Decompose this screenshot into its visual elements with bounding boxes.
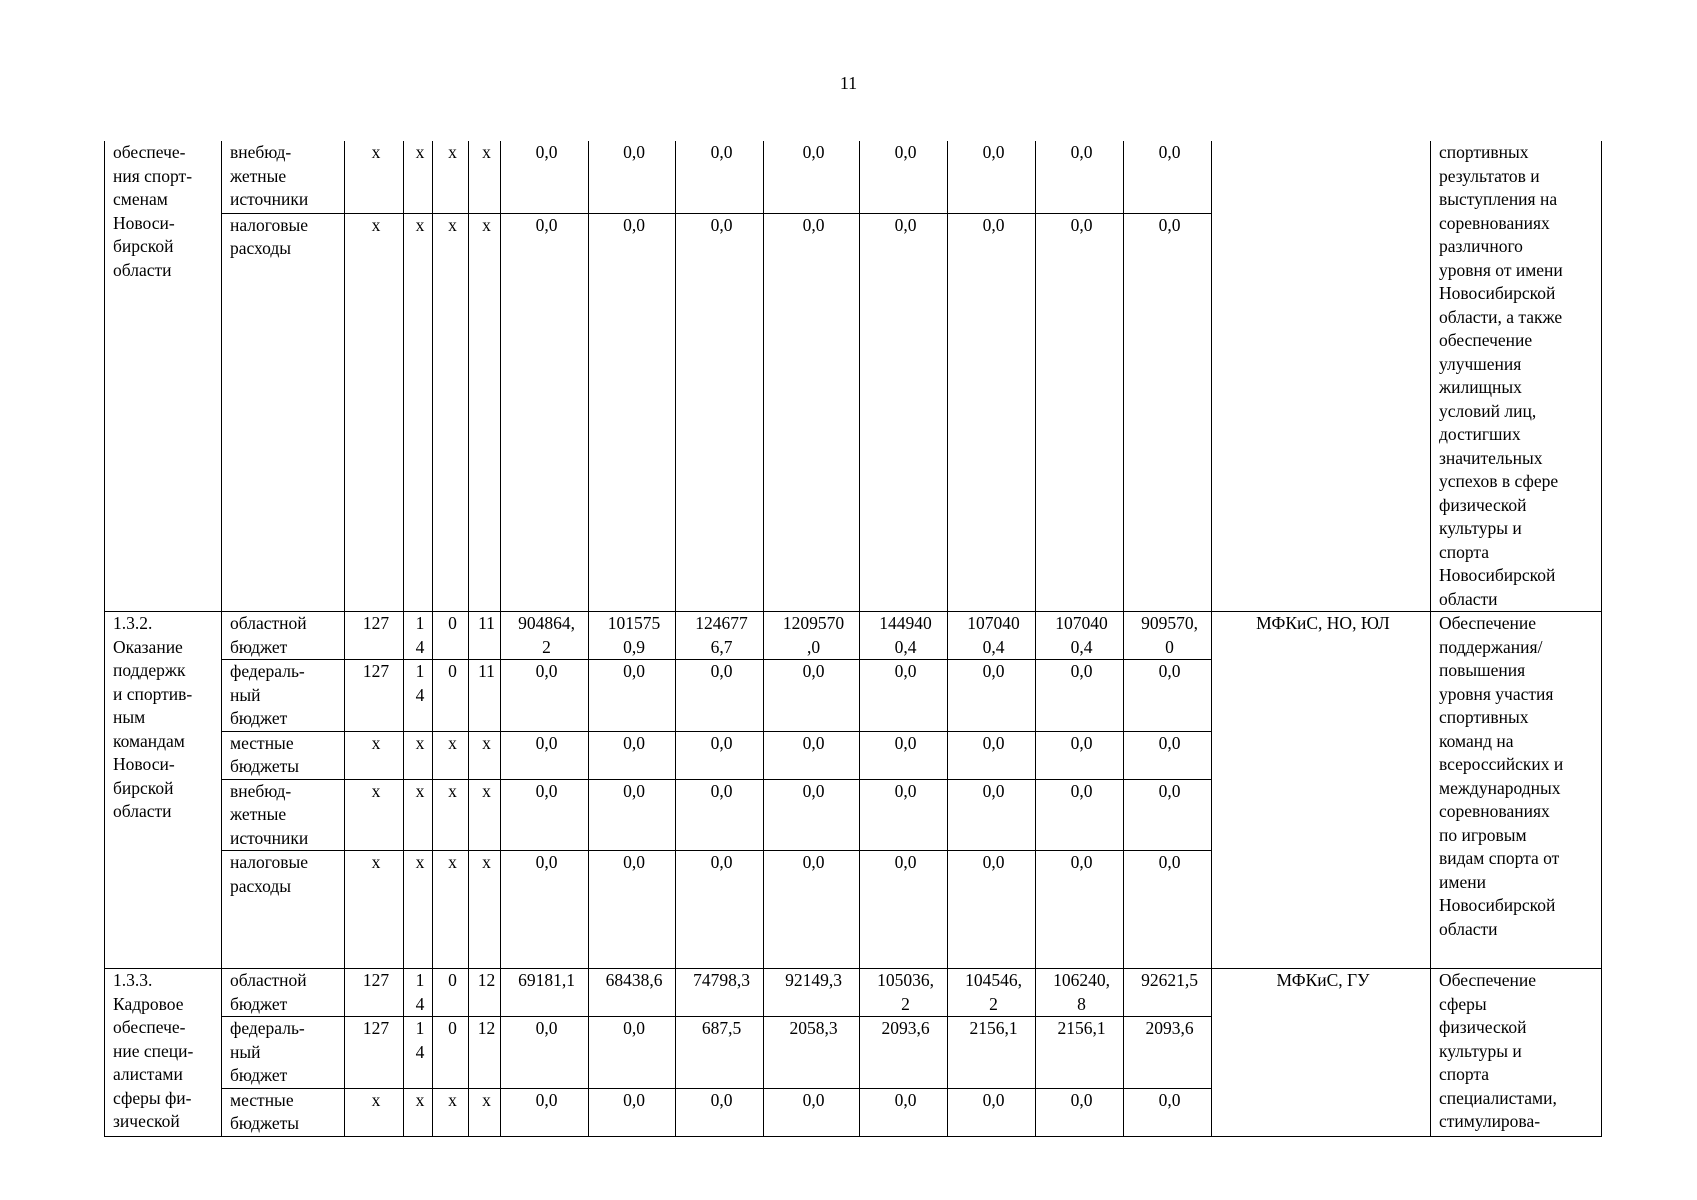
amount-cell: 0,0 [676, 779, 764, 851]
amount-cell: 0,0 [860, 660, 948, 732]
amount-cell: 0,0 [501, 779, 589, 851]
amount-cell: 0,0 [1036, 1088, 1124, 1136]
amount-cell: 0,0 [764, 141, 860, 213]
amount-cell: 0,0 [501, 731, 589, 779]
budget-code-cell: х [404, 1088, 433, 1136]
budget-code-cell: 0 [433, 612, 469, 660]
amount-cell: 0,0 [1036, 731, 1124, 779]
page-number: 11 [839, 73, 858, 93]
budget-code-cell: 14 [404, 969, 433, 1017]
budget-code-cell: х [433, 731, 469, 779]
amount-cell: 0,0 [764, 779, 860, 851]
budget-code-cell: х [345, 731, 404, 779]
budget-code-cell: х [469, 141, 501, 213]
budget-code-cell: х [404, 851, 433, 969]
amount-cell: 0,0 [1036, 141, 1124, 213]
measure-name-cell: обеспече- ния спорт- сменам Новоси- бирской области [105, 141, 222, 612]
amount-cell: 0,0 [676, 851, 764, 969]
budget-code-cell: х [433, 213, 469, 611]
amount-cell: 2093,6 [1124, 1017, 1212, 1089]
amount-cell: 0,0 [589, 1088, 676, 1136]
amount-cell: 101575 0,9 [589, 612, 676, 660]
budget-code-cell: х [469, 779, 501, 851]
amount-cell: 0,0 [589, 660, 676, 732]
amount-cell: 0,0 [764, 213, 860, 611]
amount-cell: 92149,3 [764, 969, 860, 1017]
amount-cell: 687,5 [676, 1017, 764, 1089]
amount-cell: 0,0 [948, 1088, 1036, 1136]
executor-cell: МФКиС, НО, ЮЛ [1212, 612, 1431, 969]
amount-cell: 0,0 [1124, 779, 1212, 851]
executor-cell: МФКиС, ГУ [1212, 969, 1431, 1137]
expected-result-cell: спортивных результатов и выступления на соревнованиях различного уровня от имени Новосибирской области, а также обеспечение улучшения жилищных условий лиц, достигших значительных успехов в сфере физической культуры и спорта Новосибирской области [1431, 141, 1602, 612]
amount-cell: 0,0 [676, 213, 764, 611]
budget-code-cell: х [345, 851, 404, 969]
amount-cell: 0,0 [676, 731, 764, 779]
amount-cell: 0,0 [676, 660, 764, 732]
amount-cell: 0,0 [589, 141, 676, 213]
funding-source-cell: федераль- ный бюджет [222, 1017, 345, 1089]
amount-cell: 0,0 [1036, 660, 1124, 732]
budget-code-cell: х [469, 731, 501, 779]
budget-code-cell: х [469, 213, 501, 611]
budget-code-cell: х [433, 779, 469, 851]
executor-cell [1212, 141, 1431, 612]
amount-cell: 0,0 [589, 779, 676, 851]
funding-source-cell: налоговые расходы [222, 851, 345, 969]
amount-cell: 105036, 2 [860, 969, 948, 1017]
budget-code-cell: х [404, 141, 433, 213]
amount-cell: 0,0 [948, 660, 1036, 732]
budget-code-cell: 0 [433, 660, 469, 732]
amount-cell: 0,0 [860, 213, 948, 611]
amount-cell: 2058,3 [764, 1017, 860, 1089]
amount-cell: 0,0 [948, 731, 1036, 779]
amount-cell: 0,0 [501, 660, 589, 732]
amount-cell: 0,0 [1124, 851, 1212, 969]
measure-name-cell: 1.3.2. Оказание поддержк и спортив- ным командам Новоси- бирской области [105, 612, 222, 969]
amount-cell: 0,0 [948, 141, 1036, 213]
amount-cell: 0,0 [1036, 851, 1124, 969]
table-row [105, 141, 1602, 213]
amount-cell: 124677 6,7 [676, 612, 764, 660]
budget-code-cell: 14 [404, 1017, 433, 1089]
amount-cell: 106240, 8 [1036, 969, 1124, 1017]
budget-code-cell: 0 [433, 969, 469, 1017]
amount-cell: 0,0 [948, 851, 1036, 969]
amount-cell: 74798,3 [676, 969, 764, 1017]
expected-result-cell: Обеспечение поддержания/ повышения уровня участия спортивных команд на всероссийских и международных соревнованиях по игровым видам спорта от имени Новосибирской области [1431, 612, 1602, 969]
funding-source-cell: областной бюджет [222, 969, 345, 1017]
budget-table [104, 141, 1602, 1137]
amount-cell: 0,0 [860, 731, 948, 779]
amount-cell: 68438,6 [589, 969, 676, 1017]
amount-cell: 2156,1 [948, 1017, 1036, 1089]
amount-cell: 0,0 [860, 779, 948, 851]
budget-code-cell: 127 [345, 612, 404, 660]
budget-code-cell: х [345, 213, 404, 611]
amount-cell: 0,0 [860, 141, 948, 213]
budget-code-cell: х [404, 731, 433, 779]
amount-cell: 0,0 [860, 851, 948, 969]
amount-cell: 104546, 2 [948, 969, 1036, 1017]
amount-cell: 0,0 [676, 141, 764, 213]
budget-code-cell: 11 [469, 612, 501, 660]
budget-code-cell: х [433, 141, 469, 213]
amount-cell: 0,0 [501, 213, 589, 611]
amount-cell: 0,0 [589, 1017, 676, 1089]
measure-name-cell: 1.3.3. Кадровое обеспече- ние специ- алистами сферы фи- зической [105, 969, 222, 1137]
amount-cell: 2156,1 [1036, 1017, 1124, 1089]
amount-cell: 144940 0,4 [860, 612, 948, 660]
table-row [105, 969, 1602, 1017]
amount-cell: 0,0 [764, 660, 860, 732]
amount-cell: 92621,5 [1124, 969, 1212, 1017]
amount-cell: 69181,1 [501, 969, 589, 1017]
amount-cell: 0,0 [764, 851, 860, 969]
budget-code-cell: х [433, 1088, 469, 1136]
budget-code-cell: 127 [345, 1017, 404, 1089]
amount-cell: 0,0 [676, 1088, 764, 1136]
amount-cell: 0,0 [1036, 213, 1124, 611]
amount-cell: 0,0 [764, 731, 860, 779]
funding-source-cell: внебюд- жетные источники [222, 141, 345, 213]
budget-code-cell: х [345, 779, 404, 851]
funding-source-cell: федераль- ный бюджет [222, 660, 345, 732]
budget-code-cell: 0 [433, 1017, 469, 1089]
amount-cell: 0,0 [501, 1088, 589, 1136]
budget-code-cell: 14 [404, 612, 433, 660]
amount-cell: 107040 0,4 [948, 612, 1036, 660]
amount-cell: 909570, 0 [1124, 612, 1212, 660]
budget-code-cell: х [469, 851, 501, 969]
funding-source-cell: местные бюджеты [222, 731, 345, 779]
amount-cell: 0,0 [589, 731, 676, 779]
amount-cell: 0,0 [1124, 213, 1212, 611]
budget-code-cell: х [404, 779, 433, 851]
expected-result-cell: Обеспечение сферы физической культуры и спорта специалистами, стимулирова- [1431, 969, 1602, 1137]
budget-code-cell: 11 [469, 660, 501, 732]
budget-code-cell: 127 [345, 969, 404, 1017]
budget-code-cell: х [469, 1088, 501, 1136]
amount-cell: 107040 0,4 [1036, 612, 1124, 660]
amount-cell: 0,0 [589, 213, 676, 611]
budget-code-cell: х [345, 141, 404, 213]
budget-code-cell: х [404, 213, 433, 611]
table-row [105, 612, 1602, 660]
budget-code-cell: 14 [404, 660, 433, 732]
funding-source-cell: местные бюджеты [222, 1088, 345, 1136]
amount-cell: 0,0 [1124, 1088, 1212, 1136]
budget-code-cell: х [345, 1088, 404, 1136]
amount-cell: 0,0 [948, 779, 1036, 851]
amount-cell: 0,0 [501, 851, 589, 969]
amount-cell: 904864, 2 [501, 612, 589, 660]
amount-cell: 0,0 [764, 1088, 860, 1136]
funding-source-cell: внебюд- жетные источники [222, 779, 345, 851]
budget-code-cell: 127 [345, 660, 404, 732]
funding-source-cell: налоговые расходы [222, 213, 345, 611]
amount-cell: 0,0 [948, 213, 1036, 611]
amount-cell: 0,0 [1036, 779, 1124, 851]
budget-code-cell: 12 [469, 969, 501, 1017]
amount-cell: 0,0 [501, 1017, 589, 1089]
amount-cell: 0,0 [860, 1088, 948, 1136]
amount-cell: 1209570 ,0 [764, 612, 860, 660]
funding-source-cell: областной бюджет [222, 612, 345, 660]
budget-code-cell: 12 [469, 1017, 501, 1089]
amount-cell: 0,0 [589, 851, 676, 969]
budget-code-cell: х [433, 851, 469, 969]
amount-cell: 0,0 [1124, 660, 1212, 732]
amount-cell: 0,0 [501, 141, 589, 213]
amount-cell: 2093,6 [860, 1017, 948, 1089]
amount-cell: 0,0 [1124, 731, 1212, 779]
amount-cell: 0,0 [1124, 141, 1212, 213]
